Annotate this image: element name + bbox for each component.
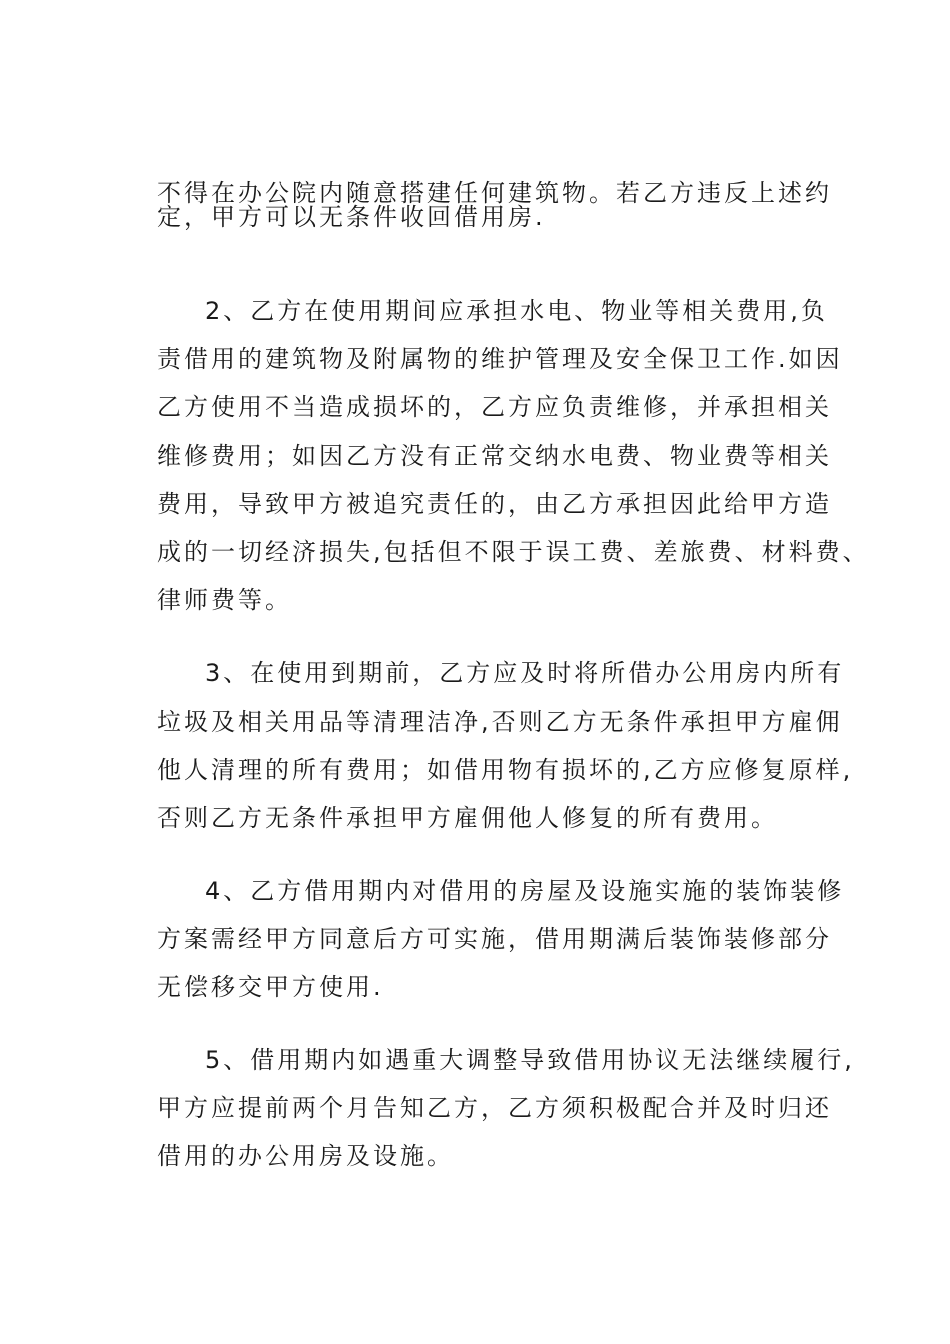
text-line: 维修费用；如因乙方没有正常交纳水电费、物业费等相关 [157, 442, 832, 470]
text-line: 2、乙方在使用期间应承担水电、物业等相关费用,负 [205, 297, 828, 325]
text-line: 责借用的建筑物及附属物的维护管理及安全保卫工作.如因 [157, 345, 843, 373]
text-line: 不得在办公院内随意搭建任何建筑物。若乙方违反上述约 [157, 179, 832, 207]
text-line: 律师费等。 [157, 586, 292, 614]
text-line: 定，甲方可以无条件收回借用房. [157, 203, 546, 231]
text-line: 他人清理的所有费用；如借用物有损坏的,乙方应修复原样, [157, 756, 854, 784]
text-line: 3、在使用到期前，乙方应及时将所借办公用房内所有 [205, 659, 845, 687]
text-line: 借用的办公用房及设施。 [157, 1142, 454, 1170]
text-line: 成的一切经济损失,包括但不限于误工费、差旅费、材料费、 [157, 538, 870, 566]
text-line: 垃圾及相关用品等清理洁净,否则乙方无条件承担甲方雇佣 [157, 708, 843, 736]
text-line: 方案需经甲方同意后方可实施，借用期满后装饰装修部分 [157, 925, 832, 953]
text-line: 甲方应提前两个月告知乙方，乙方须积极配合并及时归还 [157, 1094, 832, 1122]
text-line: 4、乙方借用期内对借用的房屋及设施实施的装饰装修 [205, 877, 845, 905]
text-line: 无偿移交甲方使用. [157, 973, 384, 1001]
text-line: 5、借用期内如遇重大调整导致借用协议无法继续履行, [205, 1046, 855, 1074]
text-line: 费用，导致甲方被追究责任的，由乙方承担因此给甲方造 [157, 490, 832, 518]
text-line: 否则乙方无条件承担甲方雇佣他人修复的所有费用。 [157, 804, 778, 832]
text-line: 乙方使用不当造成损坏的，乙方应负责维修，并承担相关 [157, 393, 832, 421]
